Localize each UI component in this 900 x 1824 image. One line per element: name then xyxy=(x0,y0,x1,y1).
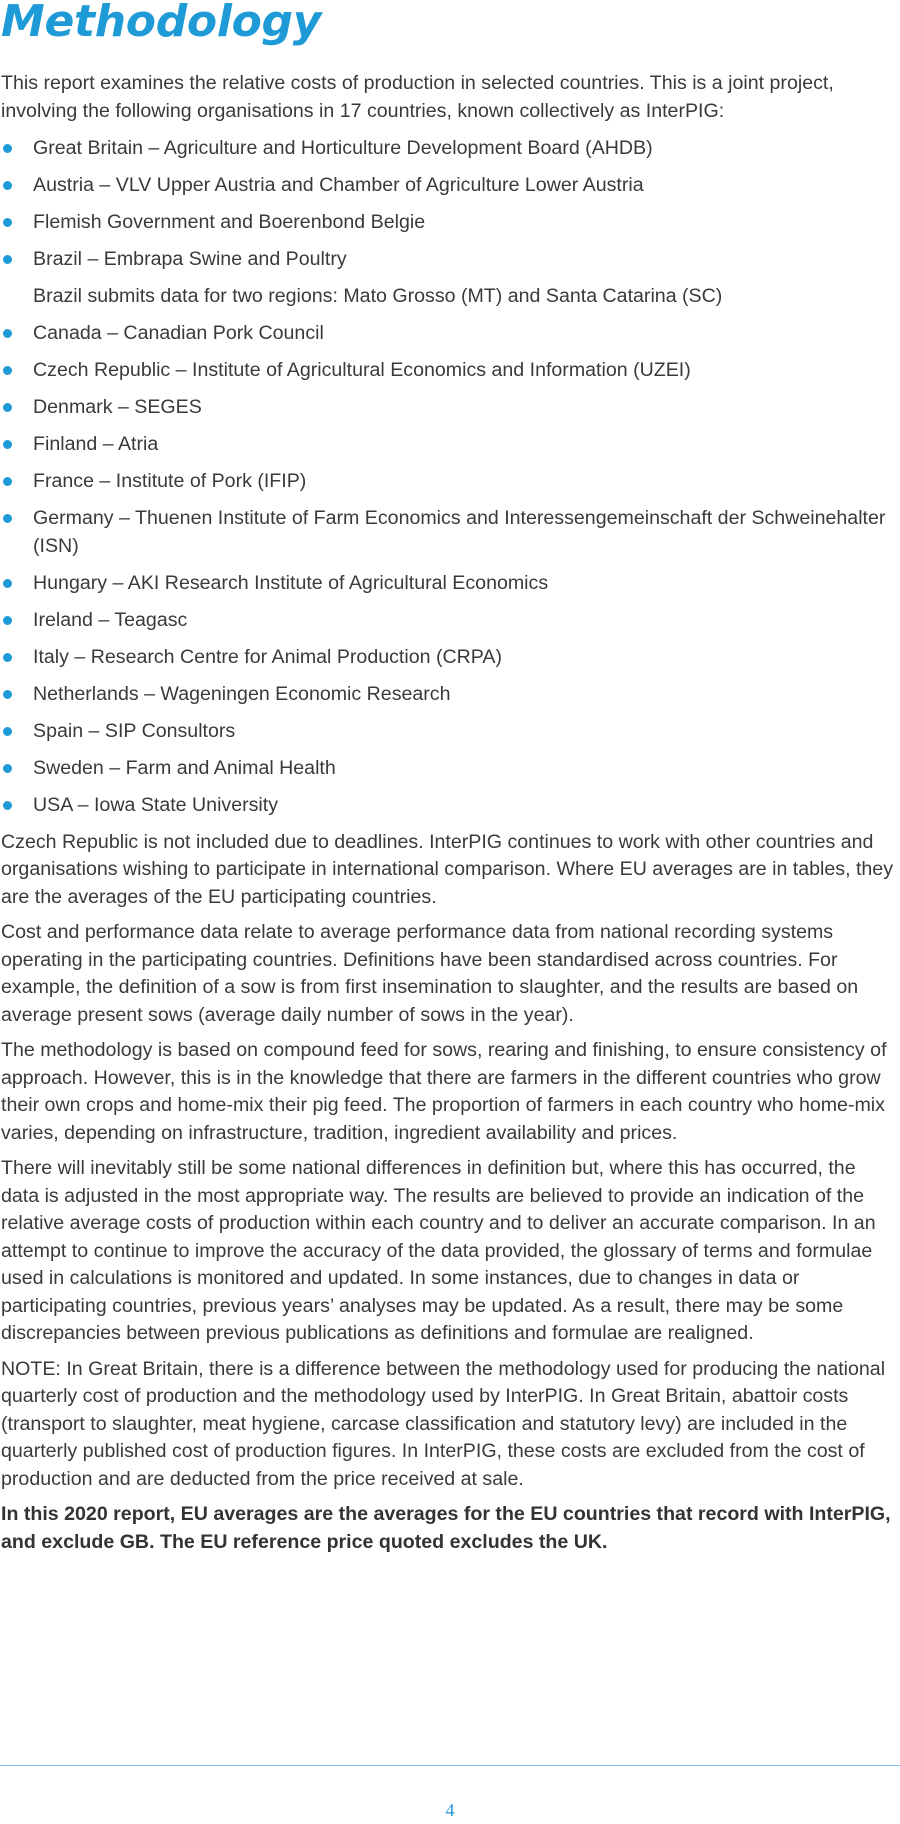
bullet-icon xyxy=(3,181,12,190)
bullet-icon xyxy=(3,366,12,375)
list-item-text: Finland – Atria xyxy=(33,433,159,455)
footer-divider xyxy=(0,1765,900,1766)
list-item-text: Italy – Research Centre for Animal Production (CRPA) xyxy=(33,645,502,668)
list-item-text: Germany – Thuenen Institute of Farm Economics and Interessengemeinschaft der Schweinehalter (ISN) xyxy=(33,507,886,557)
list-item-text: Denmark – SEGES xyxy=(33,396,202,418)
list-item xyxy=(1,468,896,496)
list-item xyxy=(1,320,896,348)
bullet-icon xyxy=(3,764,12,773)
list-item-text: Sweden – Farm and Animal Health xyxy=(33,756,336,779)
list-item-note: Brazil submits data for two regions: Mato Grosso (MT) and Santa Catarina (SC) xyxy=(33,285,723,307)
body-paragraph: There will inevitably still be some national differences in definition but, where this has occurred, the data is adjusted in the most appropriate way. The results are believed to provide an indication of the relative average costs of production within each country and to deliver an accurate comparison. In an attempt to continue to improve the accuracy of the data provided, the glossary of terms and formulae used in calculations is monitored and updated. In some instances, due to changes in data or participating countries, previous years’ analyses may be updated. As a result, there may be some discrepancies between previous publications as definitions and formulae are realigned. xyxy=(1,1157,876,1344)
list-item-text: Flemish Government and Boerenbond Belgie xyxy=(33,211,426,233)
list-item-text: USA – Iowa State University xyxy=(33,793,279,816)
list-item xyxy=(1,357,896,385)
list-item-text: Great Britain – Agriculture and Horticulture Development Board (AHDB) xyxy=(33,137,653,159)
list-item xyxy=(1,246,896,311)
body-paragraph: Cost and performance data relate to average performance data from national recording systems operating in the participating countries. Definitions have been standardised across countries. For example, the definition of a sow is from first insemination to slaughter, and the results are based on average present sows (average daily number of sows in the year). xyxy=(1,921,859,1026)
organisation-list xyxy=(1,135,896,819)
list-item xyxy=(1,792,896,820)
list-item xyxy=(1,755,896,783)
list-item xyxy=(1,431,896,459)
list-item xyxy=(1,570,896,598)
bullet-icon xyxy=(3,653,12,662)
bold-note: In this 2020 report, EU averages are the averages for the EU countries that record with InterPIG, and exclude GB. The EU reference price quoted excludes the UK. xyxy=(1,1503,891,1553)
list-item xyxy=(1,644,896,672)
list-item xyxy=(1,172,896,200)
list-item xyxy=(1,718,896,746)
list-item-text: Hungary – AKI Research Institute of Agricultural Economics xyxy=(33,571,549,594)
note-paragraph: NOTE: In Great Britain, there is a difference between the methodology used for producing the national quarterly cost of production and the methodology used by InterPIG. In Great Britain, abattoir costs (transport to slaughter, meat hygiene, carcase classification and statutory levy) are included in the quarterly published cost of production figures. In InterPIG, these costs are excluded from the cost of production and are deducted from the price received at sale. xyxy=(1,1357,886,1490)
list-item xyxy=(1,681,896,709)
bullet-icon xyxy=(3,477,12,486)
bullet-icon xyxy=(3,616,12,625)
bullet-icon xyxy=(3,144,12,153)
list-item-text: Ireland – Teagasc xyxy=(33,608,188,631)
list-item xyxy=(1,394,896,422)
bullet-icon xyxy=(3,727,12,736)
bullet-icon xyxy=(3,579,12,588)
bullet-icon xyxy=(3,329,12,338)
list-item-text: Canada – Canadian Pork Council xyxy=(33,322,324,344)
bullet-icon xyxy=(3,403,12,412)
page-number: 4 xyxy=(445,1800,455,1820)
page-title: Methodology xyxy=(1,0,322,47)
list-item xyxy=(1,135,896,163)
bullet-icon xyxy=(3,690,12,699)
bullet-icon xyxy=(3,801,12,810)
body-paragraph: The methodology is based on compound feed for sows, rearing and finishing, to ensure consistency of approach. However, this is in the knowledge that there are farmers in the different countries who grow their own crops and home-mix their pig feed. The proportion of farmers in each country who home-mix varies, depending on infrastructure, tradition, ingredient availability and prices. xyxy=(1,1039,887,1144)
bullet-icon xyxy=(3,255,12,264)
body-content xyxy=(1,70,896,1556)
list-item xyxy=(1,209,896,237)
list-item-text: Netherlands – Wageningen Economic Research xyxy=(33,682,451,705)
bullet-icon xyxy=(3,218,12,227)
bullet-icon xyxy=(3,514,12,523)
list-item-text: Spain – SIP Consultors xyxy=(33,719,236,742)
body-paragraph: Czech Republic is not included due to deadlines. InterPIG continues to work with other countries and organisations wishing to participate in international comparison. Where EU averages are in tables, they are the averages of the EU participating countries. xyxy=(1,830,893,908)
intro-paragraph: This report examines the relative costs of production in selected countries. This is a joint project, involving the following organisations in 17 countries, known collectively as InterPIG: xyxy=(1,72,834,122)
bullet-icon xyxy=(3,440,12,449)
list-item-text: Brazil – Embrapa Swine and Poultry xyxy=(33,248,347,270)
list-item-text: Austria – VLV Upper Austria and Chamber of Agriculture Lower Austria xyxy=(33,174,644,196)
list-item xyxy=(1,607,896,635)
list-item-text: Czech Republic – Institute of Agricultural Economics and Information (UZEI) xyxy=(33,359,691,381)
list-item xyxy=(1,505,896,560)
list-item-text: France – Institute of Pork (IFIP) xyxy=(33,470,307,492)
